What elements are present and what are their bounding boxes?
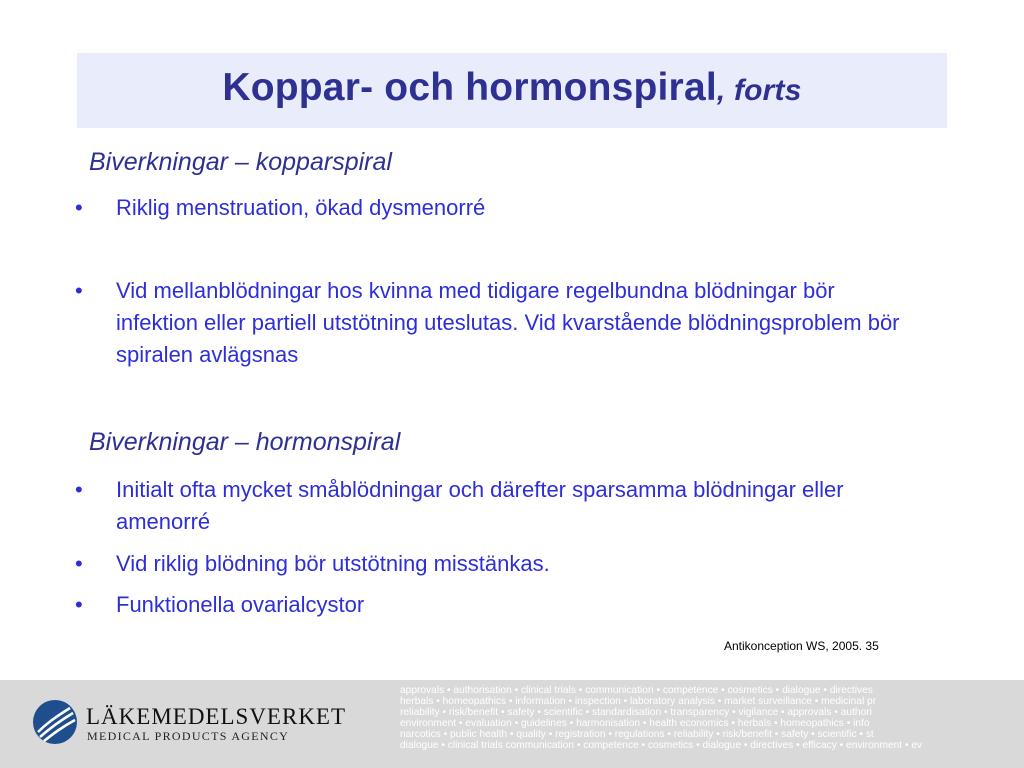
org-subtitle: MEDICAL PRODUCTS AGENCY <box>87 729 290 743</box>
keyword-line: environment • evaluation • guidelines • harmonisation • health economics • herbals • homeopathics • info <box>400 718 870 730</box>
bullet-text: Vid mellanblödningar hos kvinna med tidigare regelbundna blödningar bör infektion eller partiell utstötning uteslutas. Vid kvarstående blödningsproblem bör spiralen avlägsnas <box>116 278 900 367</box>
footer-bar <box>0 680 1024 768</box>
keyword-line: narcotics • public health • quality • registration • regulations • reliability • risk/benefit • safety • scientific • st <box>400 729 874 741</box>
bullet-symbol: • <box>75 278 83 303</box>
keyword-line: herbals • homeopathics • information • inspection • laboratory analysis • market surveillance • medicinal pr <box>400 696 877 708</box>
bullet-symbol: • <box>75 477 83 502</box>
keyword-line: approvals • authorisation • clinical trials • communication • competence • cosmetics • dialogue • directives <box>400 685 873 696</box>
section-heading-hormonspiral: Biverkningar – hormonspiral <box>89 428 401 456</box>
slide-title-italic: , forts <box>716 73 802 107</box>
bullet-item <box>75 275 905 371</box>
bullet-text: Initialt ofta mycket småblödningar och därefter sparsamma blödningar eller amenorré <box>116 477 844 534</box>
section-heading-kopparspiral: Biverkningar – kopparspiral <box>89 148 392 176</box>
citation: Antikonception WS, 2005. 35 <box>724 639 879 653</box>
lakemedelsverket-logo-icon <box>32 699 78 745</box>
bullet-text: Funktionella ovarialcystor <box>116 592 365 617</box>
bullet-text: Vid riklig blödning bör utstötning misstänkas. <box>116 551 550 576</box>
org-name: LÄKEMEDELSVERKET <box>86 704 347 729</box>
keyword-strip <box>400 685 1024 765</box>
slide-title-main: Koppar- och hormonspiral <box>222 65 717 109</box>
keyword-line: reliability • risk/benefit • safety • scientific • standardisation • transparency • vigilance • approvals • authori <box>400 707 872 719</box>
bullet-symbol: • <box>75 195 83 220</box>
bullet-item <box>75 192 905 224</box>
bullet-item <box>75 474 905 538</box>
slide-title <box>222 66 801 110</box>
bullet-symbol: • <box>75 551 83 576</box>
bullet-text: Riklig menstruation, ökad dysmenorré <box>116 195 486 220</box>
title-banner <box>77 53 947 128</box>
keyword-line: dialogue • clinical trials communication • competence • cosmetics • dialogue • directives • efficacy • environment • ev <box>400 740 923 752</box>
bullet-symbol: • <box>75 592 83 617</box>
bullet-item <box>75 589 905 621</box>
bullet-item <box>75 548 905 580</box>
